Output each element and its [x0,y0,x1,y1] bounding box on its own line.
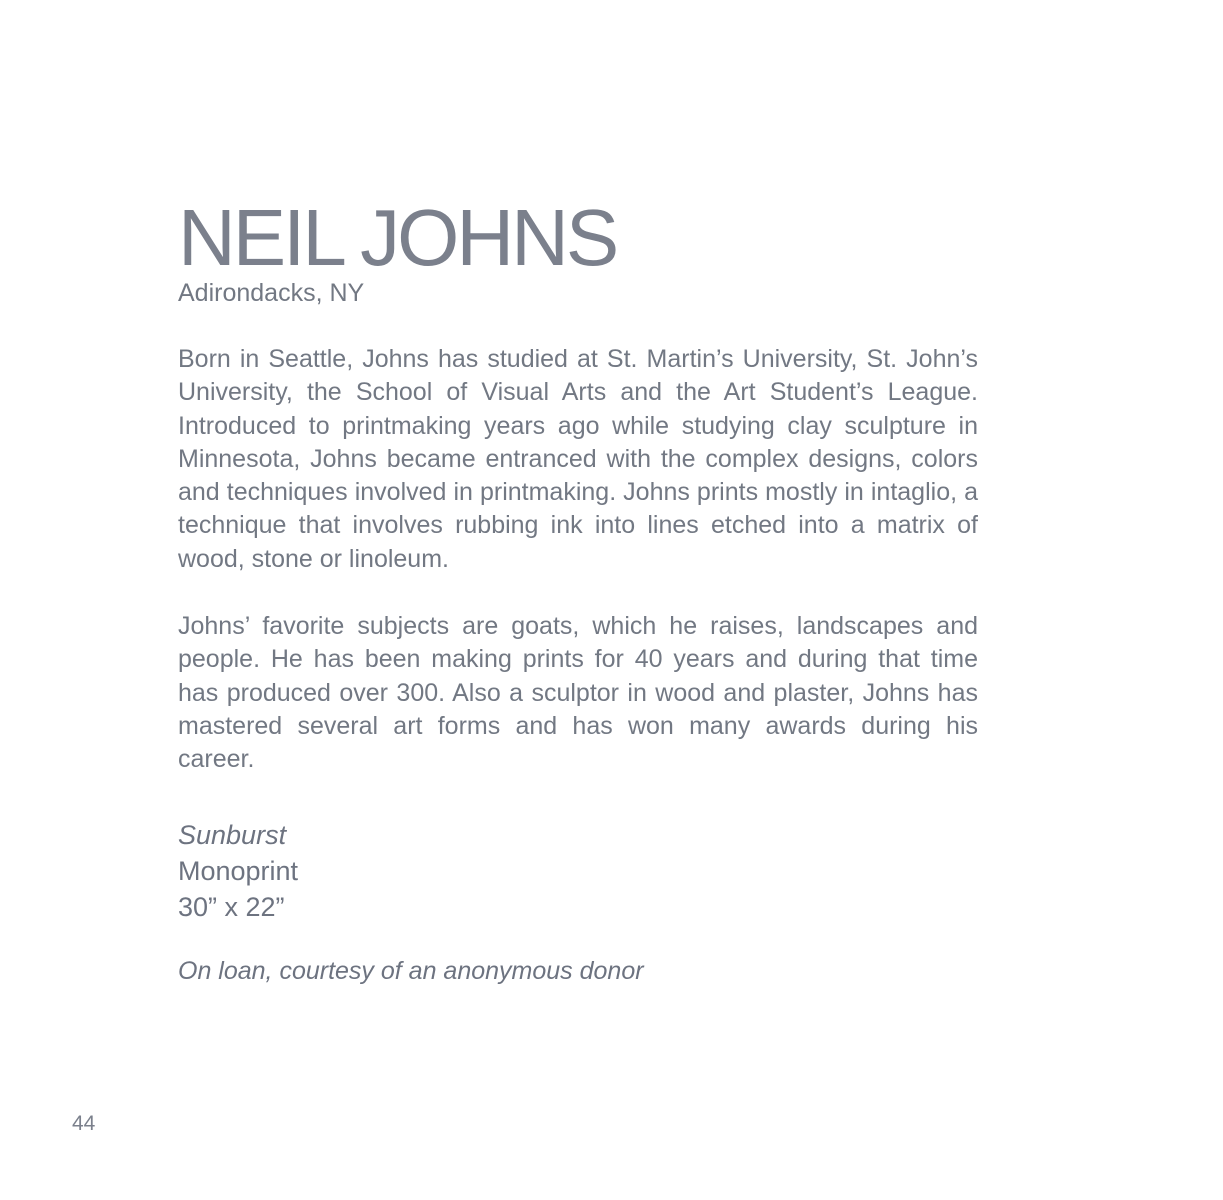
artist-name: NEIL JOHNS [178,193,617,282]
artwork-medium: Monoprint [178,855,299,886]
artist-location: Adirondacks, NY [178,279,365,307]
artist-entry [178,193,978,987]
artwork-title: Sunburst [178,819,287,850]
artwork-dimensions: 30” x 22” [178,891,285,922]
loan-credit: On loan, courtesy of an anonymous donor [178,956,644,985]
bio-paragraph-1: Born in Seattle, Johns has studied at St. Martin’s University, St. John’s University, the School of Visual Arts and the Art Student’s League. Introduced to printmaking years ago while studying clay sculpture in Minnesota, Johns became entranced with the complex designs, colors and techniques involved in printmaking. Johns prints mostly in intaglio, a technique that involves rubbing ink into lines etched into a matrix of wood, stone or linoleum. [178,345,978,573]
artwork-details [178,817,978,987]
page-number: 44 [72,1112,96,1135]
bio-paragraph-2: Johns’ favorite subjects are goats, which he raises, landscapes and people. He has been making prints for 40 years and during that time has produced over 300. Also a sculptor in wood and plaster, Johns has mastered several art forms and has won many awards during his career. [178,612,978,774]
